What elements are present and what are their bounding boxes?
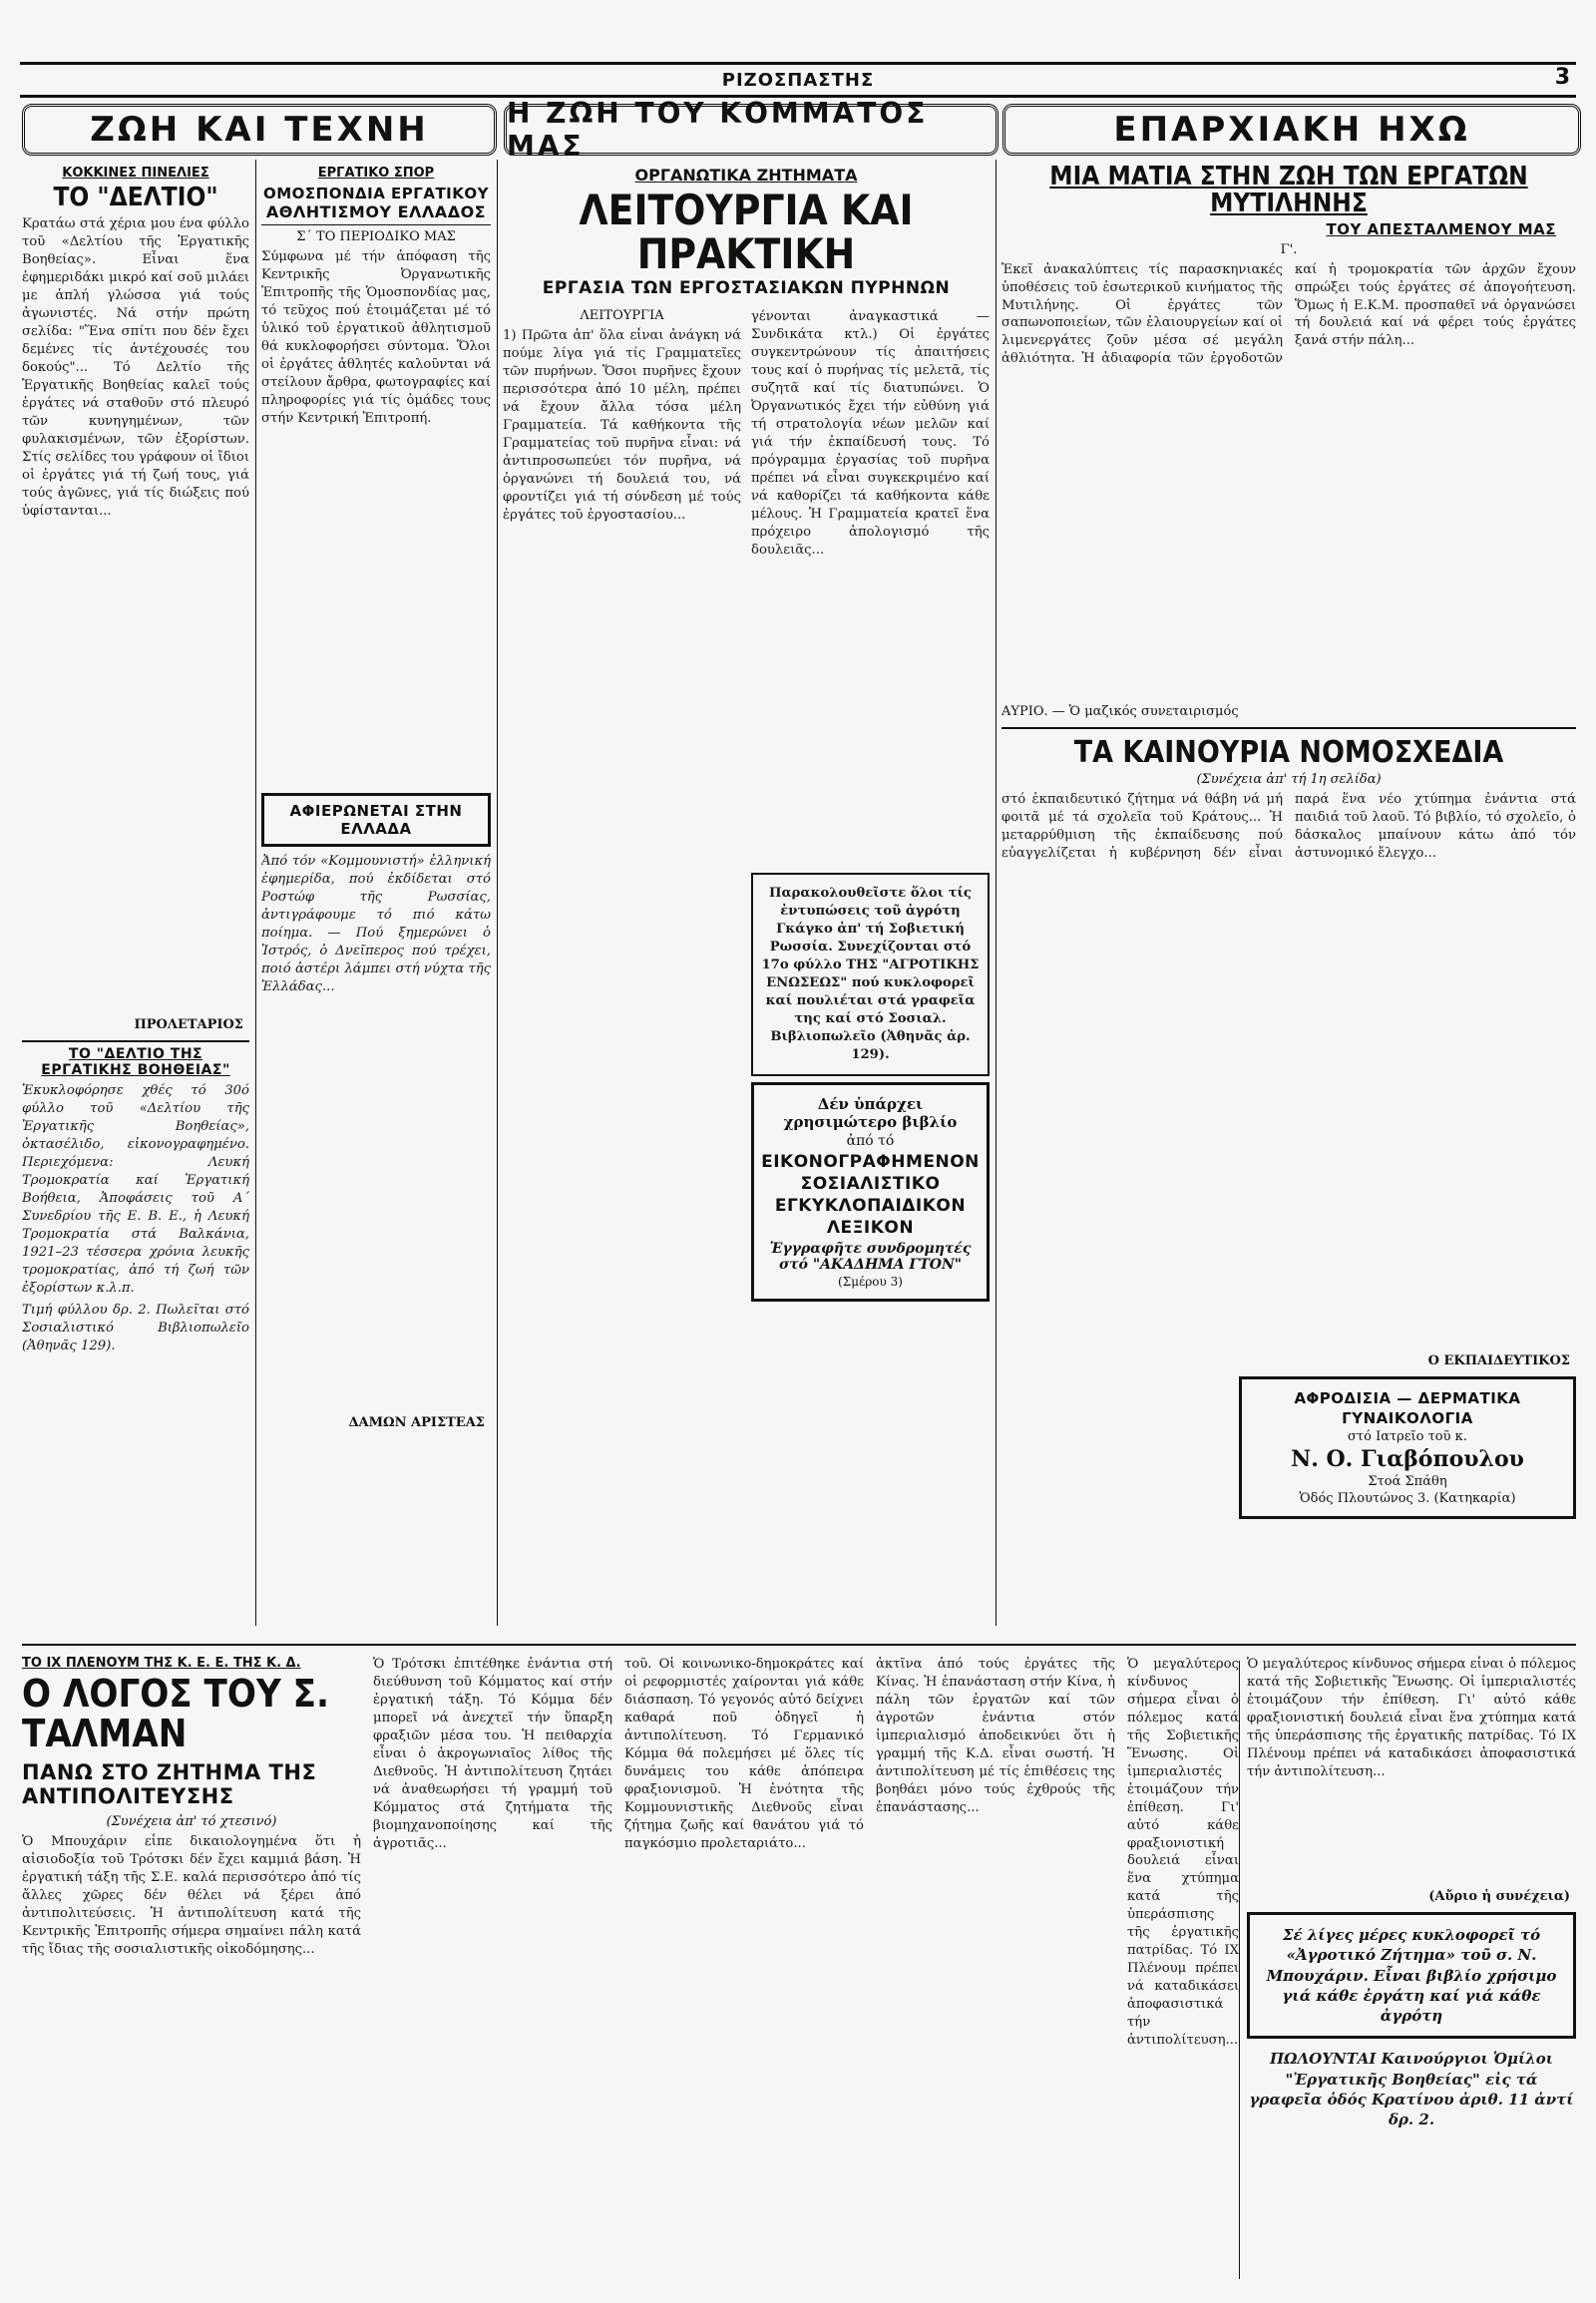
article-subtitle: Σ΄ ΤΟ ΠΕΡΙΟΔΙΚΟ ΜΑΣ (296, 229, 456, 244)
article-continuation: (Συνέχεια ἀπ' τό χτεσινό) (106, 1813, 277, 1829)
article-kicker: ΚΟΚΚΙΝΕΣ ΠΙΝΕΛΙΕΣ (62, 166, 209, 181)
page-number: 3 (1554, 65, 1570, 90)
article2-body: στό ἐκπαιδευτικό ζήτημα νά θάβη νά μή φοιτᾶ μέ τά σχολεῖα τοῦ Κράτους... Ἡ μεταρρύθμιση τῆς ἐκπαίδευσης πού εὐαγγελίζεται ἡ κυβέρνηση δέν εἶναι παρά ἕνα νέο χτύπημα ἐνάντια στά παιδιά τοῦ λαοῦ. Τό βιβλίο, τό σχολεῖο, ὁ δάσκαλος μπαίνουν κάτω ἀπό τόν ἀστυνομικό ἔλεγχο... (1001, 792, 1576, 861)
article-subtitle: ΠΑΝΩ ΣΤΟ ΖΗΤΗΜΑ ΤΗΣ ΑΝΤΙΠΟΛΙΤΕΥΣΗΣ (22, 1759, 317, 1808)
ad-line: Ὁδός Πλουτώνος 3. (Κατηκαρία) (1299, 1491, 1516, 1507)
ad-line: (Σμέρου 3) (838, 1275, 903, 1290)
article-byline: ΤΟΥ ΑΠΕΣΤΑΛΜΕΝΟΥ ΜΑΣ (1326, 219, 1556, 238)
article-title-line2: ΑΘΛΗΤΙΣΜΟΥ ΕΛΛΑΔΟΣ (261, 202, 491, 225)
article-body-left: 1) Πρῶτα ἀπ' ὅλα εἶναι ἀνάγκη νά πούμε λίγα γιά τίς Γραμματεῖες τῶν πυρήνων. Ὅσοι πυρῆνες ἔχουν περισσότερα ἀπό 10 μέλη, πρέπει νά ἔχουν ἄλλα τόσα μέλη Γραμματεία. Τά καθήκοντα τῆς Γραμματείας τοῦ πυρῆνα εἶναι: νά ἀντιπροσωπεύει τόν πυρῆνα, νά ὀργανώνει τή δουλειά του, νά φροντίζει γιά τή σύνδεση μέ τούς ἐργάτες τοῦ ἐργοστασίου... (503, 328, 741, 523)
column-sport (261, 162, 491, 1628)
column-province (1001, 162, 1576, 1628)
ad-text: Σέ λίγες μέρες κυκλοφορεῖ τό «Ἀγροτικό Ζήτημα» τοῦ σ. Ν. Μπουχάριν. Εἶναι βιβλίο χρήσιμο γιά κάθε ἐργάτη καί γιά κάθε ἀγρότη (1266, 1926, 1557, 2025)
ad-box-lexicon (751, 1082, 990, 1302)
column-art (22, 162, 249, 1628)
section-banner-art: ΖΩΗ ΚΑΙ ΤΕΧΝΗ (22, 104, 497, 156)
notice-text: ΠΩΛΟΥΝΤΑΙ Καινούργιοι Ὁμίλοι "Ἐργατικῆς Βοηθείας" εἰς τά γραφεῖα ὁδός Κρατίνου ἀριθ. 11 ἀντί δρ. 2. (1249, 2050, 1574, 2129)
ad-box-bukharin (1247, 1912, 1576, 2039)
ad-line: ΓΥΝΑΙΚΟΛΟΓΙΑ (1342, 1409, 1473, 1428)
article-body: Σύμφωνα μέ τήν ἀπόφαση τῆς Κεντρικῆς Ὀργανωτικῆς Ἐπιτροπῆς τῆς Ὁμοσπονδίας μας, τό τεῦχος πού ἑτοιμάζεται μέ τό ὑλικό τοῦ ἐργατικοῦ ἀθλητισμοῦ θά κυκλοφορήσει σύντομα. Ὅλοι οἱ ἐργάτες ἀθλητές καλοῦνται νά στείλουν ἄρθρα, φωτογραφίες καί πληροφορίες γιά τίς ὁμάδες τους στήν Κεντρική Ἐπιτροπή. (261, 249, 491, 426)
ad-line: Δέν ὑπάρχει χρησιμώτερο βιβλίο (783, 1094, 958, 1131)
section-rule (22, 1644, 1576, 1646)
column-rule (255, 160, 256, 1626)
article-subtitle: ΕΡΓΑΣΙΑ ΤΩΝ ΕΡΓΟΣΤΑΣΙΑΚΩΝ ΠΥΡΗΝΩΝ (542, 278, 951, 299)
article2-continuation: (Συνέχεια ἀπ' τή 1η σελίδα) (1196, 772, 1382, 788)
ad-line: ΑΦΡΟΔΙΣΙΑ — ΔΕΡΜΑΤΙΚΑ (1294, 1389, 1521, 1408)
article2-title: ΤΑ ΚΑΙΝΟΥΡΙΑ ΝΟΜΟΣΧΕΔΙΑ (1073, 734, 1504, 770)
article-title-line1: ΟΜΟΣΠΟΝΔΙΑ ΕΡΓΑΤΙΚΟΥ (262, 185, 489, 202)
newspaper-name: ΡΙΖΟΣΠΑΣΤΗΣ (721, 69, 875, 91)
column-rule (497, 160, 498, 1626)
column-rule (996, 160, 997, 1626)
notice-price: Τιμή φύλλου δρ. 2. Πωλεῖται στό Σοσιαλιστικό Βιβλιοπωλεῖο (Ἀθηνᾶς 129). (22, 1302, 249, 1353)
ad-box-agrotiki (751, 873, 990, 1076)
article-title: ΜΙΑ ΜΑΤΙΑ ΣΤΗΝ ΖΩΗ ΤΩΝ ΕΡΓΑΤΩΝ ΜΥΤΙΛΗΝΗΣ (1049, 162, 1528, 219)
article-title: ΛΕΙΤΟΥΡΓΙΑ ΚΑΙ ΠΡΑΚΤΙΚΗ (579, 186, 914, 279)
ad-line: ἀπό τό (846, 1132, 895, 1149)
article-body: Ἐκεῖ ἀνακαλύπτεις τίς παρασκηνιακές ὑποθέσεις τοῦ ἐσωτερικοῦ κινήματος τῆς Μυτιλήνης. Οἱ ἐργάτες τῶν σαπωνοποιείων, τῶν ἐλαιουργείων καί οἱ λιμενεργάτες ζοῦν μέσα σέ μεγάλη ἀθλιότητα. Ἡ ἀδιαφορία τῶν ἐργοδοτῶν καί ἡ τρομοκρατία τῶν ἀρχῶν ἔχουν σπρώξει τούς ἐργάτες σέ ἀπογοήτευση. Ὅμως ἡ Ε.Κ.Μ. προσπαθεῖ νά ὀργανώσει τή δουλειά καί νά φέρει τούς ἐργάτες ξανά στήν πάλη... (1001, 261, 1576, 367)
ad-name: Ν. Ο. Γιαβόπουλου (1291, 1446, 1524, 1473)
section-mark: Γ'. (1280, 241, 1298, 257)
article-body-2: Ὁ Τρότσκι ἐπιτέθηκε ἐνάντια στή διεύθυνση τοῦ Κόμματος καί στήν ἐργατική τάξη. Τό Κόμμα δέν μπορεῖ νά ἀνεχτεῖ τήν ὕπαρξη φραξιῶν μέσα του. Ἡ πειθαρχία εἶναι ὁ ἀκρογωνιαῖος λίθος τῆς Διεθνοῦς. Ἡ ἀντιπολίτευση ζητάει νά ἀναθεωρήσει τή γραμμή τοῦ Κόμματος στά ζητήματα τῆς βιομηχανοποίησης καί τῆς ἀγροτιᾶς... (373, 1657, 612, 1851)
article-kicker: ΟΡΓΑΝΩΤΙΚΑ ΖΗΤΗΜΑΤΑ (634, 166, 858, 185)
notice-body: Ἐκυκλοφόρησε χθές τό 30ό φύλλο τοῦ «Δελτίου τῆς Ἐργατικῆς Βοηθείας», ὀκτασέλιδο, εἰκονογραφημένο. Περιεχόμενα: Λευκή Τρομοκρατία καί Ἐργατική Βοήθεια, Ἀποφάσεις τοῦ Α΄ Συνεδρίου τῆς Ε. Β. Ε., ἡ Λευκή Τρομοκρατία στά Βαλκάνια, 1921–23 τέσσερα χρόνια λευκῆς τρομοκρατίας, ἀπό τή ζωή τῶν ἐξορίστων κ.λ.π. (22, 1083, 249, 1296)
section-label: ΛΕΙΤΟΥΡΓΙΑ (580, 308, 664, 324)
ad-line: Ἐγγραφῆτε συνδρομητές στό "ΑΚΑΔΗΜΑ ΓΤΟΝ" (769, 1241, 972, 1274)
article-body-right: γένονται ἀναγκαστικά — Συνδικάτα κτλ.) Οἱ ἐργάτες συγκεντρώνουν τίς ἀπαιτήσεις τους καί ὁ πυρήνας τίς μελετᾶ, τίς συζητᾶ καί τίς διατυπώνει. Ὁ Ὀργανωτικός ἔχει τήν εὐθύνη γιά τή στρατολογία νέων μελῶν καί γιά τήν ἐκπαίδευσή τους. Τό πρόγραμμα ἐργασίας τοῦ πυρῆνα πρέπει νά εἶναι συγκεκριμένο καί νά καθορίζει τά καθήκοντα κάθε μέλους. Ἡ Γραμματεία κρατεῖ ἕνα πρόχειρο ἀπολογισμό τῆς δουλειᾶς... (751, 309, 990, 558)
notice-title: ΤΟ "ΔΕΛΤΙΟ ΤΗΣ ΕΡΓΑΤΙΚΗΣ ΒΟΗΘΕΙΑΣ" (41, 1046, 230, 1079)
article-tomorrow: ΑΥΡΙΟ. — Ὁ μαζικός συνεταιρισμός (1001, 703, 1239, 719)
ad-box-doctor (1239, 1376, 1576, 1519)
masthead (20, 62, 1576, 98)
article-body-4: ἀκτῖνα ἀπό τούς ἐργάτες τῆς Κίνας. Ἡ ἐπανάσταση στήν Κίνα, ἡ πάλη τῶν ἐργατῶν καί τῶν ἀγροτῶν ἐνάντια στόν ἰμπεριαλισμό ἀποδεικνύει ὅτι ἡ γραμμή τῆς Κ.Δ. εἶναι σωστή. Ἡ ἀντιπολίτευση μέ τίς ἐπιθέσεις της βοηθάει μόνο τούς ἐχθρούς τῆς ἐπανάστασης... (876, 1657, 1115, 1815)
article-end: (Αὔριο ἡ συνέχεια) (1428, 1889, 1570, 1904)
article-kicker: ΕΡΓΑΤΙΚΟ ΣΠΟΡ (317, 166, 435, 181)
ad-text: Παρακολουθεῖστε ὅλοι τίς ἐντυπώσεις τοῦ ἀγρότη Γκάγκο ἀπ' τή Σοβιετική Ρωσσία. Συνεχίζονται στό 17ο φύλλο ΤΗΣ "ΑΓΡΟΤΙΚΗΣ ΕΝΩΣΕΩΣ" πού κυκλοφορεῖ καί πουλιέται στά γραφεῖα της καί στό Σοσιαλ. Βιβλιοπωλεῖο (Ἀθηνᾶς ἀρ. 129). (761, 886, 980, 1062)
article-title: ΤΟ "ΔΕΛΤΙΟ" (53, 183, 218, 212)
article-body-5: Ὁ μεγαλύτερος κίνδυνος σήμερα εἶναι ὁ πόλεμος κατά τῆς Σοβιετικῆς Ἕνωσης. Οἱ ἰμπεριαλιστές ἑτοιμάζουν τήν ἐπίθεση. Γι' αὐτό κάθε φραξιονιστική δουλειά εἶναι ἕνα χτύπημα κατά τῆς ὑπεράσπισης τῆς ἐργατικῆς πατρίδας. Τό IX Πλένουμ πρέπει νά καταδικάσει ἀποφασιστικά τήν ἀντιπολίτευση... (1127, 1657, 1239, 2049)
ad-line: Στοά Σπάθη (1368, 1474, 1447, 1490)
article2-signature: Ο ΕΚΠΑΙΔΕΥΤΙΚΟΣ (1427, 1353, 1570, 1369)
poem-header-box (261, 793, 491, 847)
ad-title: ΕΙΚΟΝΟΓΡΑΦΗΜΕΝΟΝ ΣΟΣΙΑΛΙΣΤΙΚΟ ΕΓΚΥΚΛΟΠΑΙΔΙΚΟΝ ΛΕΞΙΚΟΝ (761, 1151, 980, 1238)
article-body-6: Ὁ μεγαλύτερος κίνδυνος σήμερα εἶναι ὁ πόλεμος κατά τῆς Σοβιετικῆς Ἕνωσης. Οἱ ἰμπεριαλιστές ἑτοιμάζουν τήν ἐπίθεση. Γι' αὐτό κάθε φραξιονιστική δουλειά εἶναι ἕνα χτύπημα κατά τῆς ὑπεράσπισης τῆς ἐργατικῆς πατρίδας. Τό IX Πλένουμ πρέπει νά καταδικάσει ἀποφασιστικά τήν ἀντιπολίτευση... (1247, 1657, 1576, 1779)
poem-title: ΑΦΙΕΡΩΝΕΤΑΙ ΣΤΗΝ ΕΛΛΑΔΑ (289, 802, 463, 838)
poem-body: Ἀπό τόν «Κομμουνιστή» ἑλληνική ἐφημερίδα, πού ἐκδίδεται στό Ροστώφ τῆς Ρωσσίας, ἀντιγράφουμε τό πιό κάτω ποίημα. — Πού ξημερώνει ὁ Ἰστρός, ὁ Δνεῖπερος πού τρέχει, ποιό ἀστέρι λάμπει στή νύχτα τῆς Ἑλλάδας... (261, 854, 491, 994)
article-body: Κρατάω στά χέρια μου ένα φύλλο τοῦ «Δελτίου τῆς Ἐργατικῆς Βοηθείας». Εἶναι ἕνα ἐφημεριδάκι μικρό καί σοῦ μιλάει με ἁπλή γλώσσα γιά τούς ἀγωνιστές. Νά στήν πρώτη σελίδα: "Ἕνα σπίτι που δέν ἔχει δεμένες τίς ἀντέχουσές του δοκούς"... Τό Δελτίο τῆς Ἐργατικῆς Βοηθείας καλεῖ τούς ἐργάτες νά σταθοῦν στό πλευρό τῶν κυνηγημένων, τῶν φυλακισμένων, τῶν ἐξορίστων. Στίς σελίδες του γράφουν οἱ ἴδιοι οἱ ἐργάτες γιά τή ζωή τους, γιά τούς ἀγῶνες, γιά τίς διώξεις πού ὑφίστανται... (22, 216, 249, 519)
article-body-3: τοῦ. Οἱ κοινωνικο-δημοκράτες καί οἱ ρεφορμιστές χαίρονται γιά κάθε διάσπαση. Τό γεγονός αὐτό δείχνει καθαρά ποῦ ὁδηγεῖ ἡ ἀντιπολίτευση. Τό Γερμανικό Κόμμα θά πολεμήσει μέ ὅλες τίς δυνάμεις του κάθε ἀπόπειρα φραξιονισμοῦ. Ἡ ἑνότητα τῆς Κομμουνιστικῆς Διεθνοῦς εἶναι ζήτημα ζωῆς καί θανάτου γιά τό παγκόσμιο προλεταριάτο... (624, 1657, 864, 1851)
bottom-article (22, 1652, 1576, 2290)
section-banner-province: ΕΠΑΡΧΙΑΚΗ ΗΧΩ (1002, 104, 1581, 156)
article-body-1: Ὁ Μπουχάριν εἶπε δικαιολογημένα ὅτι ἡ αἰσιοδοξία τοῦ Τρότσκι δέν ἔχει καμμιά βάση. Ἡ ἐργατική τάξη τῆς Σ.Ε. καλά περισσότερο ἀπό τίς ἄλλες χῶρες δέν θέλει νά ξέρει ἀπό ἀντιπολιτεύσεις. Ἡ ἀντιπολίτευση κατά τῆς Κεντρικῆς Ἐπιτροπῆς σήμερα σημαίνει πάλη κατά τῆς ἴδιας τῆς σοσιαλιστικῆς οἰκοδόμησης... (22, 1833, 361, 1957)
ad-line: στό Ιατρεῖο τοῦ κ. (1348, 1429, 1467, 1445)
article-title: Ο ΛΟΓΟΣ ΤΟΥ Σ. ΤΑΛΜΑΝ (22, 1672, 329, 1755)
section-banner-party: Η ΖΩΗ ΤΟΥ ΚΟΜΜΑΤΟΣ ΜΑΣ (504, 104, 998, 156)
poem-signature: ΔΑΜΩΝ ΑΡΙΣΤΕΑΣ (348, 1415, 485, 1430)
article-signature: ΠΡΟΛΕΤΑΡΙΟΣ (134, 1017, 243, 1033)
article-kicker: ΤΟ IX ΠΛΕΝΟΥΜ ΤΗΣ Κ. Ε. Ε. ΤΗΣ Κ. Δ. (22, 1656, 301, 1671)
column-party (503, 162, 990, 1628)
